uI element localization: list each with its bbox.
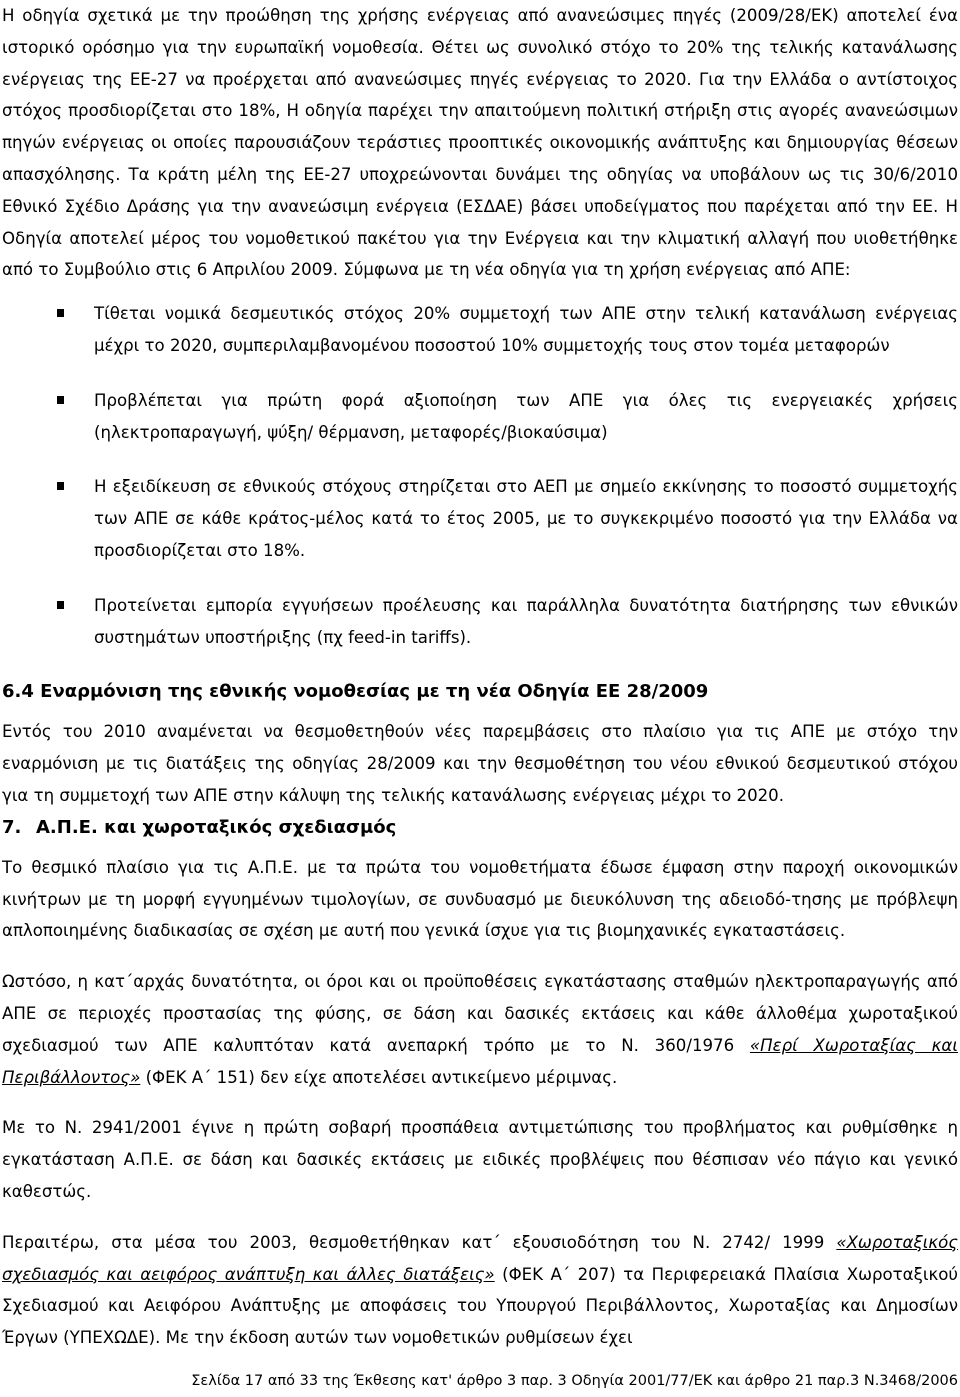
section-7-title: Α.Π.Ε. και χωροταξικός σχεδιασμός	[36, 816, 397, 838]
square-bullet-icon	[57, 396, 64, 404]
section-7-heading	[2, 812, 958, 844]
square-bullet-icon	[57, 309, 64, 317]
page-footer: Σελίδα 17 από 33 της Έκθεσης κατ' άρθρο 3 παρ. 3 Οδηγία 2001/77/ΕΚ και άρθρο 21 παρ.3 Ν.3468/2006	[191, 1373, 958, 1389]
paragraph-2-text-start: Ωστόσο, η κατ΄αρχάς δυνατότητα, οι όροι και οι προϋποθέσεις εγκατάστασης σταθμών ηλεκτροπαραγωγής από ΑΠΕ σε περιοχές προστασίας της φύσης, σε δάση και δασικές εκτάσεις και κάθε άλλοθέμα χωροταξικού σχεδιασμού των ΑΠΕ καλυπτόταν κατά ανεπαρκή τρόπο με το Ν. 360/1976	[2, 972, 958, 1055]
list-item	[2, 471, 958, 566]
list-item-text: Προτείνεται εμπορία εγγυήσεων προέλευσης και παράλληλα δυνατότητα διατήρησης των εθνικών συστημάτων υποστήριξης (πχ feed-in tariffs).	[94, 595, 958, 647]
section-7-paragraph-3: Με το Ν. 2941/2001 έγινε η πρώτη σοβαρή προσπάθεια αντιμετώπισης του προβλήματος και ρυθμίσθηκε η εγκατάσταση Α.Π.Ε. σε δάση και δασικές εκτάσεις με ειδικές προβλέψεις που θέσπισαν νέο πάγιο και γενικό καθεστώς.	[2, 1118, 958, 1201]
law-360-1976-title: «Περί Χωροταξίας και Περιβάλλοντος»	[2, 1035, 958, 1087]
intro-paragraph: Η οδηγία σχετικά με την προώθηση της χρήσης ενέργειας από ανανεώσιμες πηγές (2009/28/ΕΚ) αποτελεί ένα ιστορικό ορόσημο για την ευρωπαϊκή νομοθεσία. Θέτει ως συνολικό στόχο το 20% της τελικής κατανάλωσης ενέργειας της ΕΕ-27 να προέρχεται από ανανεώσιμες πηγές ενέργειας το 2020. Για την Ελλάδα ο αντίστοιχος στόχος προσδιορίζεται στο 18%, Η οδηγία παρέχει την απαιτούμενη πολιτική στήριξη στις αγορές ανανεώσιμων πηγών ενέργειας οι οποίες παρουσιάζουν τεράστιες προοπτικές οικονομικής ανάπτυξης και δημιουργίας θέσεων απασχόλησης. Τα κράτη μέλη της ΕΕ-27 υποχρεώνονται δυνάμει της οδηγίας να υποβάλουν ως τις 30/6/2010 Εθνικό Σχέδιο Δράσης για την ανανεώσιμη ενέργεια (ΕΣΔΑΕ) βάσει υποδείγματος που παρέχεται από την ΕΕ. Η Οδηγία αποτελεί μέρος του νομοθετικού πακέτου για την Ενέργεια και την κλιματική αλλαγή που υιοθετήθηκε από το Συμβούλιο στις 6 Απριλίου 2009. Σύμφωνα με τη νέα οδηγία για τη χρήση ενέργειας από ΑΠΕ:	[2, 6, 958, 280]
section-6-4-heading: 6.4 Εναρμόνιση της εθνικής νομοθεσίας με τη νέα Οδηγία ΕΕ 28/2009	[2, 681, 709, 703]
list-item-text: Η εξειδίκευση σε εθνικούς στόχους στηρίζεται στο ΑΕΠ με σημείο εκκίνησης το ποσοστό συμμετοχής των ΑΠΕ σε κάθε κράτος-μέλος κατά το έτος 2005, με το συγκεκριμένο ποσοστό για την Ελλάδα να προσδιορίζεται στο 18%.	[94, 477, 958, 560]
list-item	[2, 385, 958, 449]
paragraph-4-text-end: (ΦΕΚ Α΄ 207) τα Περιφερειακά Πλαίσια Χωροταξικού Σχεδιασμού και Αειφόρου Ανάπτυξης με αποφάσεις του Υπουργού Περιβάλλοντος, Χωροταξίας και Δημοσίων Έργων (ΥΠΕΧΩΔΕ). Με την έκδοση αυτών των νομοθετικών ρυθμίσεων έχει	[2, 1264, 959, 1348]
section-7-paragraph-2	[2, 966, 958, 1093]
section-7-number: 7.	[2, 816, 22, 838]
paragraph-2-text-end: (ΦΕΚ Α΄ 151) δεν είχε αποτελέσει αντικείμενο μέριμνας.	[140, 1067, 618, 1087]
square-bullet-icon	[57, 482, 64, 490]
list-item	[2, 590, 958, 654]
list-item	[2, 298, 958, 362]
section-7-paragraph-1: Το θεσμικό πλαίσιο για τις Α.Π.Ε. με τα πρώτα του νομοθετήματα έδωσε έμφαση στην παροχή οικονομικών κινήτρων με τη μορφή εγγυημένων τιμολογίων, σε συνδυασμό με διευκόλυνση της αδειοδό-τησης με πρόβλεψη απλοποιημένης διαδικασίας σε σχέση με αυτή που γενικά ίσχυε για τις βιομηχανικές εγκαταστάσεις.	[2, 857, 958, 941]
square-bullet-icon	[57, 601, 64, 609]
list-item-text: Τίθεται νομικά δεσμευτικός στόχος 20% συμμετοχή των ΑΠΕ στην τελική κατανάλωση ενέργειας μέχρι το 2020, συμπεριλαμβανομένου ποσοστού 10% συμμετοχής τους στον τομέα μεταφορών	[94, 304, 958, 355]
paragraph-4-text-start: Περαιτέρω, στα μέσα του 2003, θεσμοθετήθηκαν κατ΄ εξουσιοδότηση του Ν. 2742/ 1999	[2, 1232, 837, 1252]
section-7-paragraph-4	[2, 1227, 958, 1354]
section-6-4-paragraph: Εντός του 2010 αναμένεται να θεσμοθετηθούν νέες παρεμβάσεις στο πλαίσιο για τις ΑΠΕ με στόχο την εναρμόνιση με τις διατάξεις της οδηγίας 28/2009 και την θεσμοθέτηση του νέου εθνικού δεσμευτικού στόχου για τη συμμετοχή των ΑΠΕ στην κάλυψη της τελικής κατανάλωσης ενέργειας μέχρι το 2020.	[2, 722, 958, 805]
law-2742-1999-title: «Χωροταξικός σχεδιασμός και αειφόρος ανάπτυξη και άλλες διατάξεις»	[2, 1232, 958, 1284]
list-item-text: Προβλέπεται για πρώτη φορά αξιοποίηση των ΑΠΕ για όλες τις ενεργειακές χρήσεις (ηλεκτροπαραγωγή, ψύξη/ θέρμανση, μεταφορές/βιοκαύσιμα)	[94, 390, 958, 442]
bullet-list	[2, 298, 958, 653]
